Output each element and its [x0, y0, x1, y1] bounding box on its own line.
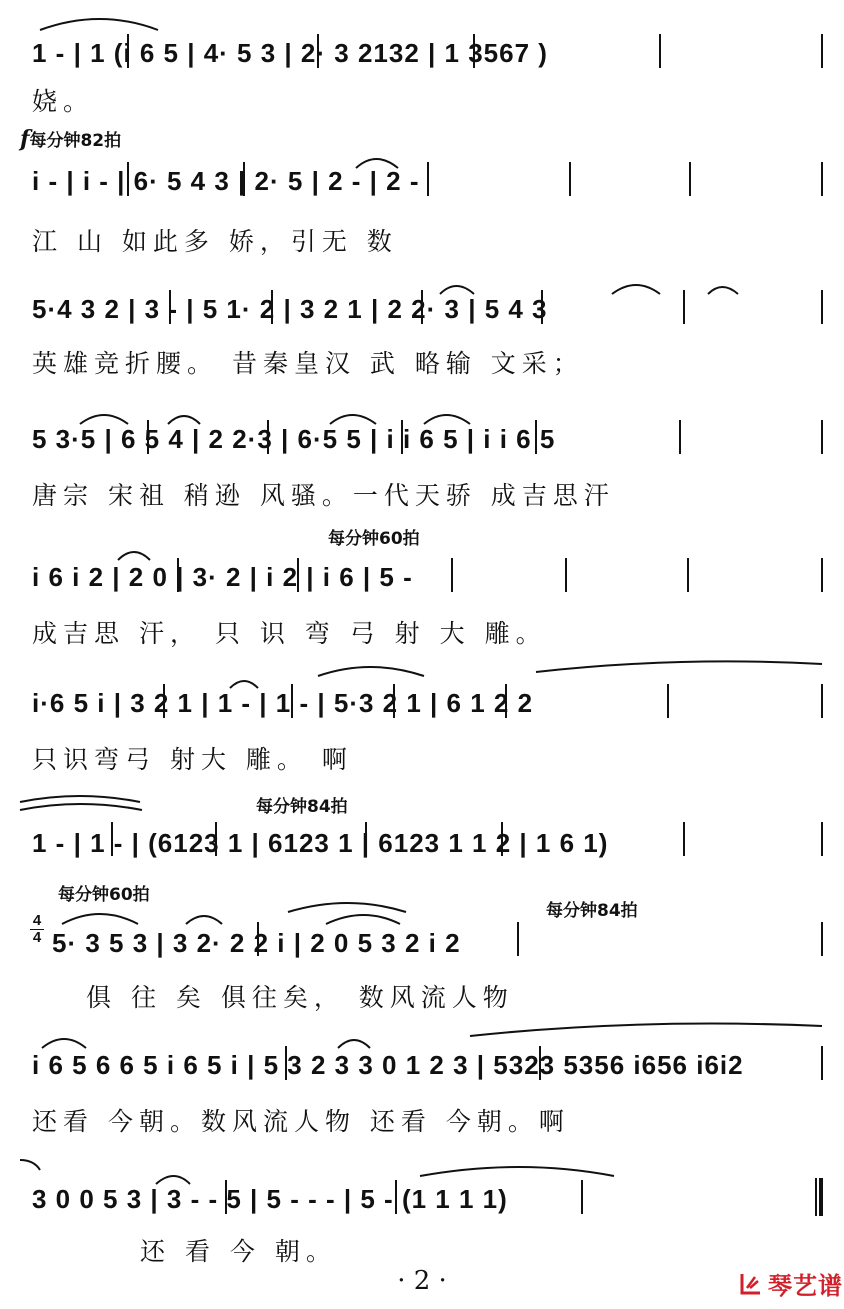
staff-1-notes: 1 - | 1 (i 6 5 | 4· 5 3 | 2· 3 2132 | 1 3567 )	[32, 38, 548, 68]
staff-2-dynamic: f	[20, 126, 30, 152]
watermark-logo	[738, 1266, 843, 1301]
staff-10-lyrics: 还 看 今 朝。	[140, 1237, 337, 1266]
staff-3-lyrics: 英雄竞折腰。 昔秦皇汉 武 略输 文采；	[32, 349, 584, 378]
staff-2-notes: i - | i - | 6· 5 4 3 | 2· 5 | 2 - | 2 -	[32, 166, 420, 196]
staff-6-notes: i·6 5 i | 3 2 1 | 1 - | 1 - | 5·3 2 1 | 6 1 2 2	[32, 688, 534, 718]
staff-8-tempo: 每分钟60拍	[58, 885, 150, 905]
staff-8-lyrics: 俱 往 矣 俱往矣， 数风流人物	[86, 983, 514, 1012]
staff-8-tempo-2: 每分钟84拍	[546, 901, 638, 921]
staff-5-lyrics: 成吉思 汗， 只 识 弯 弓 射 大 雕。	[32, 619, 547, 648]
staff-5-tempo: 每分钟60拍	[328, 529, 420, 549]
staff-8-notes: 5· 3 5 3 | 3 2· 2 2 i | 2 0 5 3 2 i 2	[52, 928, 461, 958]
staff-9-lyrics: 还看 今朝。数风流人物 还看 今朝。啊	[32, 1107, 570, 1136]
time-signature-bottom: 4	[32, 929, 42, 946]
page-number: · 2 ·	[397, 1266, 447, 1296]
staff-5-notes: i 6 i 2 | 2 0 | 3· 2 | i 2 | i 6 | 5 -	[32, 562, 413, 592]
staff-9-notes: i 6 5 6 6 5 i 6 5 i | 5 3 2 3 3 0 1 2 3 | 5323 5356 i656 i6i2	[32, 1050, 744, 1080]
staff-2-tempo: 每分钟82拍	[29, 131, 122, 151]
time-signature-top: 4	[32, 912, 42, 929]
staff-2-lyrics: 江 山 如此多 娇，引无 数	[32, 227, 398, 256]
staff-7-tempo: 每分钟84拍	[256, 797, 348, 817]
staff-7-notes: 1 - | 1 - | (6123 1 | 6123 1 | 6123 1 1 2 | 1 6 1)	[32, 828, 609, 858]
staff-6-lyrics: 只识弯弓 射大 雕。 啊	[32, 745, 353, 774]
staff-4-notes: 5 3·5 | 6 5 4 | 2 2·3 | 6·5 5 | i i 6 5 | i i 6 5	[32, 424, 556, 454]
staff-4-lyrics: 唐宗 宋祖 稍逊 风骚。一代天骄 成吉思汗	[32, 481, 615, 510]
watermark-text: 琴艺谱	[768, 1272, 843, 1300]
watermark-logo-icon	[738, 1271, 764, 1297]
time-signature	[30, 914, 44, 945]
staff-3-notes: 5·4 3 2 | 3 - | 5 1· 2 | 3 2 1 | 2 2· 3 | 5 4 3	[32, 294, 548, 324]
staff-2-tempo-marking	[20, 126, 121, 152]
staff-1-lyrics: 娆。	[32, 87, 95, 116]
staff-10-notes: 3 0 0 5 3 | 3 - - 5 | 5 - - - | 5 - (1 1 1 1)	[32, 1184, 508, 1214]
